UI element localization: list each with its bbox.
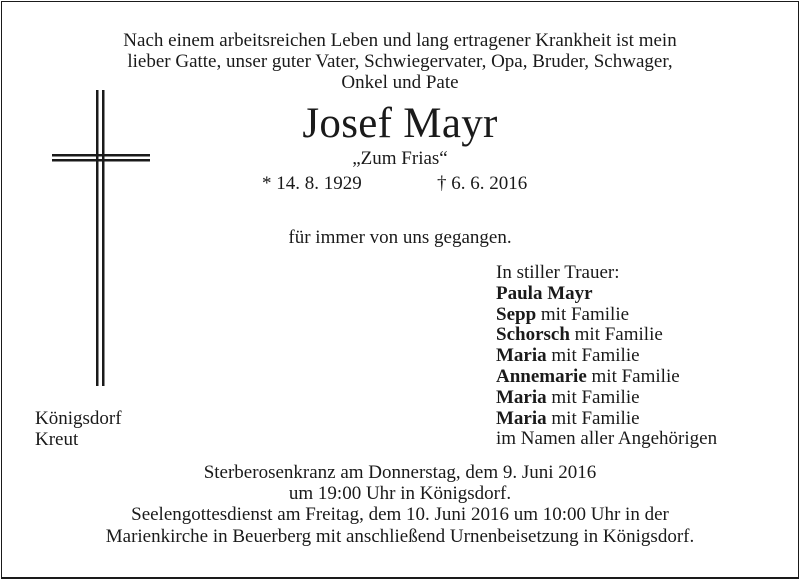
- mourners-list: [496, 263, 717, 450]
- service-line: Marienkirche in Beuerberg mit anschließend Urnenbeisetzung in Königsdorf.: [105, 525, 695, 547]
- mourner-name: Maria: [496, 407, 547, 429]
- service-info: [0, 462, 800, 547]
- mourners-heading: In stiller Trauer:: [496, 262, 620, 283]
- birth-date: * 14. 8. 1929: [262, 173, 362, 194]
- passing-text: für immer von uns gegangen.: [288, 227, 512, 248]
- mourner-name: Sepp: [496, 303, 537, 325]
- service-line: um 19:00 Uhr in Königsdorf.: [288, 483, 512, 505]
- death-date: † 6. 6. 2016: [437, 173, 528, 194]
- mourner-entry: [496, 325, 717, 346]
- mourner-entry: [496, 367, 717, 388]
- intro-line: Nach einem arbeitsreichen Leben und lang ertragener Krankheit ist mein: [123, 30, 677, 51]
- service-line: Sterberosenkranz am Donnerstag, dem 9. Juni 2016: [203, 462, 597, 483]
- intro-text: [0, 30, 800, 93]
- place-name: Königsdorf: [35, 408, 122, 429]
- deceased-nickname: „Zum Frias“: [352, 148, 448, 169]
- mourner-name: Maria: [496, 386, 547, 408]
- mourner-entry: [496, 409, 717, 430]
- mourner-suffix: mit Familie: [546, 407, 640, 429]
- mourner-entry: [496, 284, 717, 305]
- places: [35, 409, 122, 451]
- deceased-name: Josef Mayr: [302, 100, 498, 147]
- mourner-name: Maria: [496, 345, 547, 367]
- intro-line: Onkel und Pate: [341, 72, 459, 93]
- mourner-entry: [496, 346, 717, 367]
- mourner-suffix: mit Familie: [586, 365, 680, 387]
- mourner-suffix: mit Familie: [569, 324, 663, 346]
- mourners-closing: im Namen aller Angehörigen: [496, 428, 718, 450]
- mourner-suffix: mit Familie: [536, 303, 630, 325]
- mourner-entry: [496, 388, 717, 409]
- mourner-entry: [496, 305, 717, 326]
- mourner-name: Paula Mayr: [496, 282, 593, 304]
- mourner-suffix: mit Familie: [546, 345, 640, 367]
- intro-line: lieber Gatte, unser guter Vater, Schwiegervater, Opa, Bruder, Schwager,: [127, 51, 673, 72]
- service-line: Seelengottesdienst am Freitag, dem 10. Juni 2016 um 10:00 Uhr in der: [131, 504, 669, 526]
- mourner-suffix: mit Familie: [546, 386, 640, 408]
- place-name: Kreut: [35, 428, 79, 450]
- mourner-name: Annemarie: [496, 365, 587, 387]
- mourner-name: Schorsch: [496, 324, 570, 346]
